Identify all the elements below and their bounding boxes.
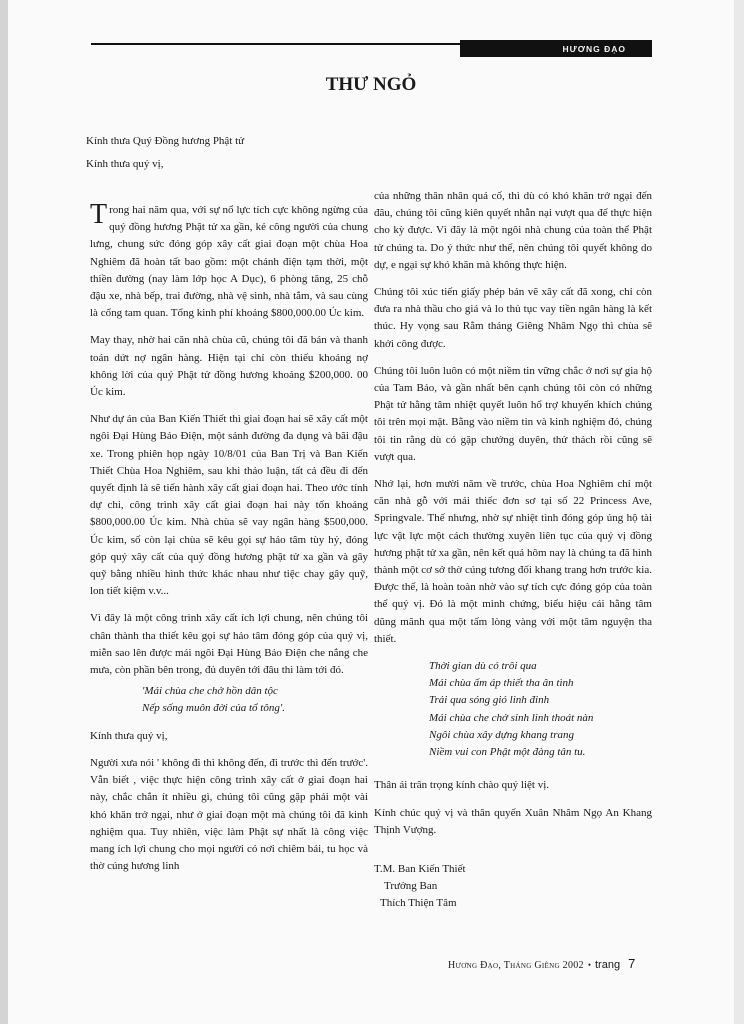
paragraph-8: Chúng tôi luôn luôn có một niềm tin vững chắc ở nơi sự gia hộ của Tam Bảo, và gần nhất bên cạnh chúng tôi còn có những Phật tử hằng tâm nhiệt quyết luôn hổ trợ khuyến khích chúng tôi trên mọi mặt. Bằng vào niềm tin và kinh nghiệm đó, chúng tôi tin rằng dù có gặp chướng duyên, thử thách rồi cũng sẽ vượt qua.: [374, 364, 652, 463]
verse-line: Trải qua sóng gió linh đinh: [429, 694, 550, 707]
greeting-3: Kính thưa quý vị,: [90, 729, 168, 742]
greeting-1: Kính thưa Quý Đồng hương Phật tử: [86, 135, 245, 147]
paragraph-6: của những thân nhân quá cố, thì dù có khó khăn trở ngại đến đâu, chúng tôi cũng kiên quyết nhẫn nại vượt qua để thực hiện cho kỳ được. Vì đây là một ngôi nhà chung của toàn thể Phật tử chúng ta. Do ý thức như thế, nên chúng tôi quyết không do dự, e ngại sự khó khăn mà không thực hiện.: [374, 190, 652, 271]
signature-block: [374, 861, 652, 913]
page-title: THƯ NGỎ: [325, 74, 417, 95]
closing-line-2: Kính chúc quý vị và thân quyến Xuân Nhâm Ngọ An Khang Thịnh Vượng.: [374, 806, 652, 836]
verse-line: 'Mái chùa che chở hồn dân tộc: [142, 685, 278, 698]
paragraph-9: Nhớ lại, hơn mười năm về trước, chùa Hoa Nghiêm chỉ một căn nhà gỗ với mái thiếc đơn sơ tại số 22 Princess Ave, Springvale. Thế nhưng, nhờ sự nhiệt tình đóng góp ủng hộ tài lực vật lực một cách thường xuyên liên tục của quý vị đồng hương phật tử xa gần, nên kết quả hôm nay là chúng ta đã hình thành một cơ sở thờ cúng tương đối khang trang hơn trước kia. Được thế, là hoàn toàn nhờ vào sự tích cực đóng góp của toàn thể quý vị. Đó là một minh chứng, biểu hiệu cái hằng tâm dũng mãnh qua một tấm lòng vàng với một tâm nguyện tha thiết.: [374, 478, 652, 645]
signature-role: Trưởng Ban: [384, 880, 438, 893]
page-footer: [448, 956, 635, 971]
verse-line: Niềm vui con Phật một đàng tân tu.: [429, 746, 586, 759]
paragraph-4: Vì đây là một công trình xây cất ích lợi chung, nên chúng tôi chân thành tha thiết kêu gọi sự hảo tâm đóng góp của quý vị, miễn sao lên được mái ngôi Đại Hùng Bảo Điện che nắng che mưa, còn phần bên trong, đủ duyên tới đâu thì làm tới đó.: [90, 612, 368, 677]
verse-poem: [374, 658, 652, 761]
paragraph-3: Như dự án của Ban Kiến Thiết thì giai đoạn hai sẽ xây cất một ngôi Đại Hùng Bảo Điện, một sảnh đường đa dụng và bãi đậu xe. Trong phiên họp ngày 10/8/01 của Ban Trị và Ban Kiến Thiết Chùa Hoa Nghiêm, sau khi thảo luận, tất cả đều đi đến quyết định là sẽ tiến hành xây cất giai đoạn hai. Theo ước tính dự chi, công trình xây cất giai đoạn hai này tốn khoảng $800,000.00 Úc kim. Nhà chùa sẽ vay ngân hàng $500,000. Úc kim, số còn lại chùa sẽ kêu gọi sự hảo tâm tùy hỷ, đóng góp quý xây cất của quý đồng hương phật tử xa gần và gây quỹ bằng nhiều hình thức khác nhau như tiệc chay gây quỹ, lon tiết kiệm v.v...: [90, 413, 368, 598]
verse-line: Thời gian dù có trôi qua: [429, 660, 537, 673]
verse-couplet: [90, 683, 368, 717]
closing-line-1: Thân ái trân trọng kính chào quý liệt vị.: [374, 779, 550, 792]
verse-line: Mái chùa ấm áp thiết tha ân tình: [429, 677, 574, 690]
footer-page-word: trang: [595, 959, 621, 971]
page-edge-shadow: [0, 0, 8, 1024]
section-tag: HƯƠNG ĐẠO: [460, 40, 652, 57]
verse-line: Mái chùa che chở sinh linh thoát nàn: [429, 711, 594, 724]
paragraph-5: Người xưa nói ' không đi thì không đến, đi trước thì đến trước'. Vẫn biết , việc thực hiện công trình xây cất ở giai đoạn hai này, chắc chắn ít nhiều gì, chúng tôi cũng gặp phải một vài khó khăn trở ngại, như ở giai đoạn một mà chúng tôi đã kinh nghiệm qua. Tuy nhiên, việc làm Phật sự nhất là công việc mang ích lợi chung cho mọi người có nơi chiêm bái, tu học và thờ cúng hương linh: [90, 756, 368, 873]
left-column: [90, 199, 368, 885]
footer-publication: Hương Đạo, Tháng Giêng 2002: [448, 960, 584, 971]
drop-cap: T: [90, 199, 108, 230]
magazine-page: [8, 0, 734, 1024]
paragraph-1-text: rong hai năm qua, với sự nổ lực tích cực không ngừng của quý đồng hương Phật tử xa gần, kẻ công người của chung lưng, chung sức đóng góp xây cất giai đoạn một chùa Hoa Nghiêm đã hoàn tất bao gồm: một chánh điện tạm thời, một thiền đường (nay làm lớp học A Dục), 6 phòng tăng, 25 chỗ đậu xe, nhà bếp, trai đường, nhà vệ sinh, nhà tắm, và sau cùng là cổng tam quan. Tổng kinh phí khoảng $800,000.00 Úc kim.: [90, 204, 368, 320]
verse-line: Ngôi chùa xây dựng khang trang: [429, 728, 575, 741]
right-column: [374, 188, 652, 913]
paragraph-1: [90, 199, 368, 322]
signature-name: Thích Thiện Tâm: [380, 897, 457, 910]
footer-bullet: •: [587, 960, 591, 970]
verse-line: Nếp sống muôn đời của tổ tông'.: [142, 702, 285, 715]
paragraph-2: May thay, nhờ hai căn nhà chùa cũ, chúng tôi đã bán và thanh toán dứt nợ ngân hàng. Hiện tại chỉ còn thiếu khoảng nợ không lời của quý Phật tử đồng hương khoảng $200,000. 00 Úc kim.: [90, 334, 368, 399]
signature-org: T.M. Ban Kiến Thiết: [374, 862, 466, 875]
footer-page-number: 7: [628, 956, 636, 971]
greeting-2: Kính thưa quý vị,: [86, 158, 164, 170]
paragraph-7: Chúng tôi xúc tiến giấy phép bản vẽ xây cất đã xong, chỉ còn đưa ra nhà thầu cho giá và lo thủ tục vay tiền ngân hàng là kết thúc. Hy vọng sau Rằm tháng Giêng Nhâm Ngọ thì chùa sẽ khởi công được.: [374, 286, 652, 350]
